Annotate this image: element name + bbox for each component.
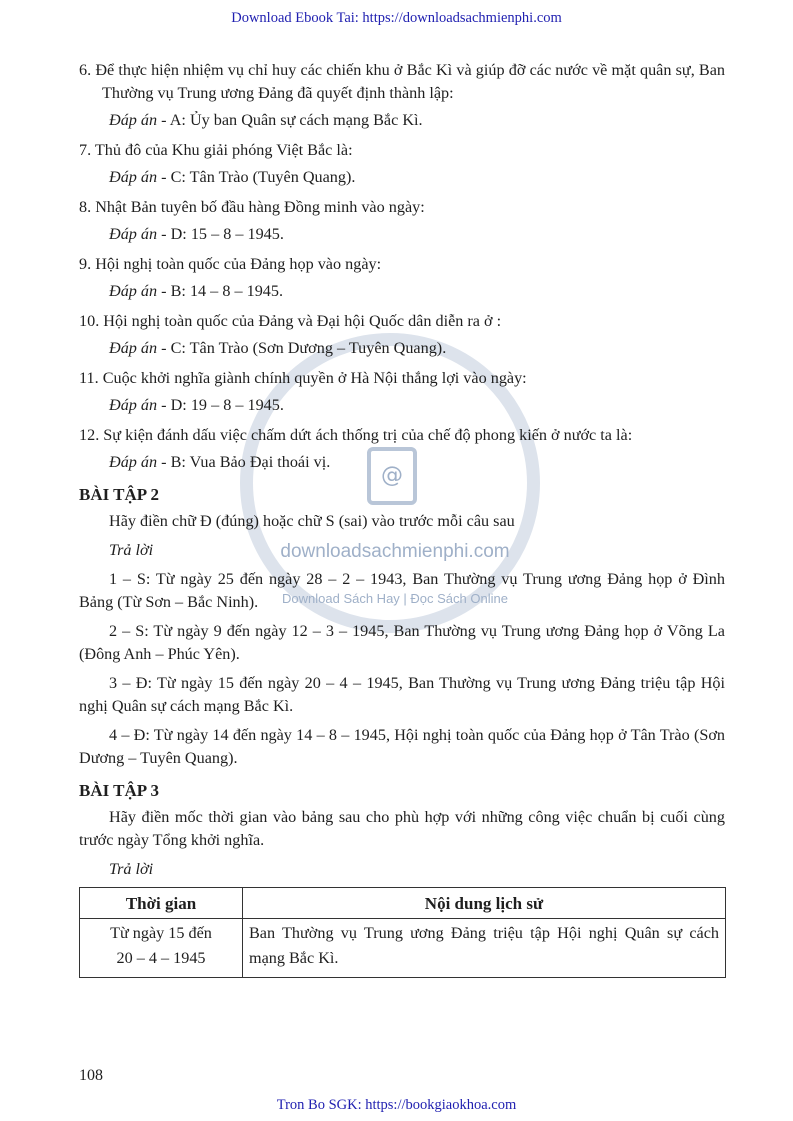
bt2-item: 4 – Đ: Từ ngày 14 đến ngày 14 – 8 – 1945, Hội nghị toàn quốc của Đảng họp ở Tân Trào (Sơn Dương – Tuyên Quang).: [79, 726, 725, 767]
bt2-tra-loi: Trả lời: [109, 541, 154, 559]
footer-sgk-link[interactable]: Tron Bo SGK: https://bookgiaokhoa.com: [276, 1097, 517, 1113]
watermark-site: downloadsachmienphi.com: [280, 541, 510, 562]
question-7: 7. Thủ đô của Khu giải phóng Việt Bắc là:: [79, 141, 353, 159]
section-heading-bt3: BÀI TẬP 3: [79, 781, 159, 800]
page-number: 108: [79, 1067, 103, 1084]
section-heading-bt2: BÀI TẬP 2: [79, 485, 159, 504]
answer-6: Đáp án - A: Ủy ban Quân sự cách mạng Bắc Kì.: [109, 111, 423, 129]
answer-10: Đáp án - C: Tân Trào (Sơn Dương – Tuyên Quang).: [109, 339, 447, 357]
bt2-item: 1 – S: Từ ngày 25 đến ngày 28 – 2 – 1943, Ban Thường vụ Trung ương Đảng họp ở Đình Bảng (Từ Sơn – Bắc Ninh).: [79, 570, 725, 611]
answer-7: Đáp án - C: Tân Trào (Tuyên Quang).: [109, 168, 356, 186]
notebook-at-icon: @: [367, 447, 417, 505]
bt3-instruction: Hãy điền mốc thời gian vào bảng sau cho phù hợp với những công việc chuẩn bị cuối cùng trước ngày Tổng khởi nghĩa.: [79, 808, 725, 849]
column-header-time: Thời gian: [80, 888, 243, 919]
question-10: 10. Hội nghị toàn quốc của Đảng và Đại hội Quốc dân diễn ra ở :: [79, 312, 502, 330]
question-11: 11. Cuộc khởi nghĩa giành chính quyền ở Hà Nội thắng lợi vào ngày:: [79, 369, 527, 387]
question-6: 6. Để thực hiện nhiệm vụ chỉ huy các chiến khu ở Bắc Kì và giúp đỡ các nước về mặt quân sự, Ban Thường vụ Trung ương Đảng đã quyết định thành lập:: [79, 61, 725, 102]
bt3-tra-loi: Trả lời: [109, 860, 154, 878]
bt2-item: 2 – S: Từ ngày 9 đến ngày 12 – 3 – 1945, Ban Thường vụ Trung ương Đảng họp ở Võng La (Đông Anh – Phúc Yên).: [79, 622, 725, 663]
bt2-item: 3 – Đ: Từ ngày 15 đến ngày 20 – 4 – 1945, Ban Thường vụ Trung ương Đảng triệu tập Hội nghị Quân sự cách mạng Bắc Kì.: [79, 674, 725, 715]
answer-11: Đáp án - D: 19 – 8 – 1945.: [109, 396, 284, 414]
page-content: [79, 59, 725, 978]
header-download-link[interactable]: Download Ebook Tai: https://downloadsachmienphi.com: [231, 10, 562, 26]
answer-9: Đáp án - B: 14 – 8 – 1945.: [109, 282, 284, 300]
answer-12: Đáp án - B: Vua Bảo Đại thoái vị.: [109, 453, 331, 471]
question-list: [79, 59, 725, 474]
table-header-row: [80, 888, 726, 919]
table-row: [80, 919, 726, 978]
bt2-instruction: Hãy điền chữ Đ (đúng) hoặc chữ S (sai) vào trước mỗi câu sau: [109, 512, 515, 530]
watermark-tagline: Download Sách Hay | Đọc Sách Online: [282, 591, 508, 606]
time-cell: Từ ngày 15 đến 20 – 4 – 1945: [80, 919, 243, 978]
question-8: 8. Nhật Bản tuyên bố đầu hàng Đồng minh vào ngày:: [79, 198, 425, 216]
timeline-table: [79, 887, 726, 978]
column-header-content: Nội dung lịch sử: [243, 888, 726, 919]
content-cell: Ban Thường vụ Trung ương Đảng triệu tập Hội nghị Quân sự cách mạng Bắc Kì.: [243, 919, 726, 978]
question-12: 12. Sự kiện đánh dấu việc chấm dứt ách thống trị của chế độ phong kiến ở nước ta là:: [79, 426, 633, 444]
question-9: 9. Hội nghị toàn quốc của Đảng họp vào ngày:: [79, 255, 382, 273]
answer-8: Đáp án - D: 15 – 8 – 1945.: [109, 225, 284, 243]
